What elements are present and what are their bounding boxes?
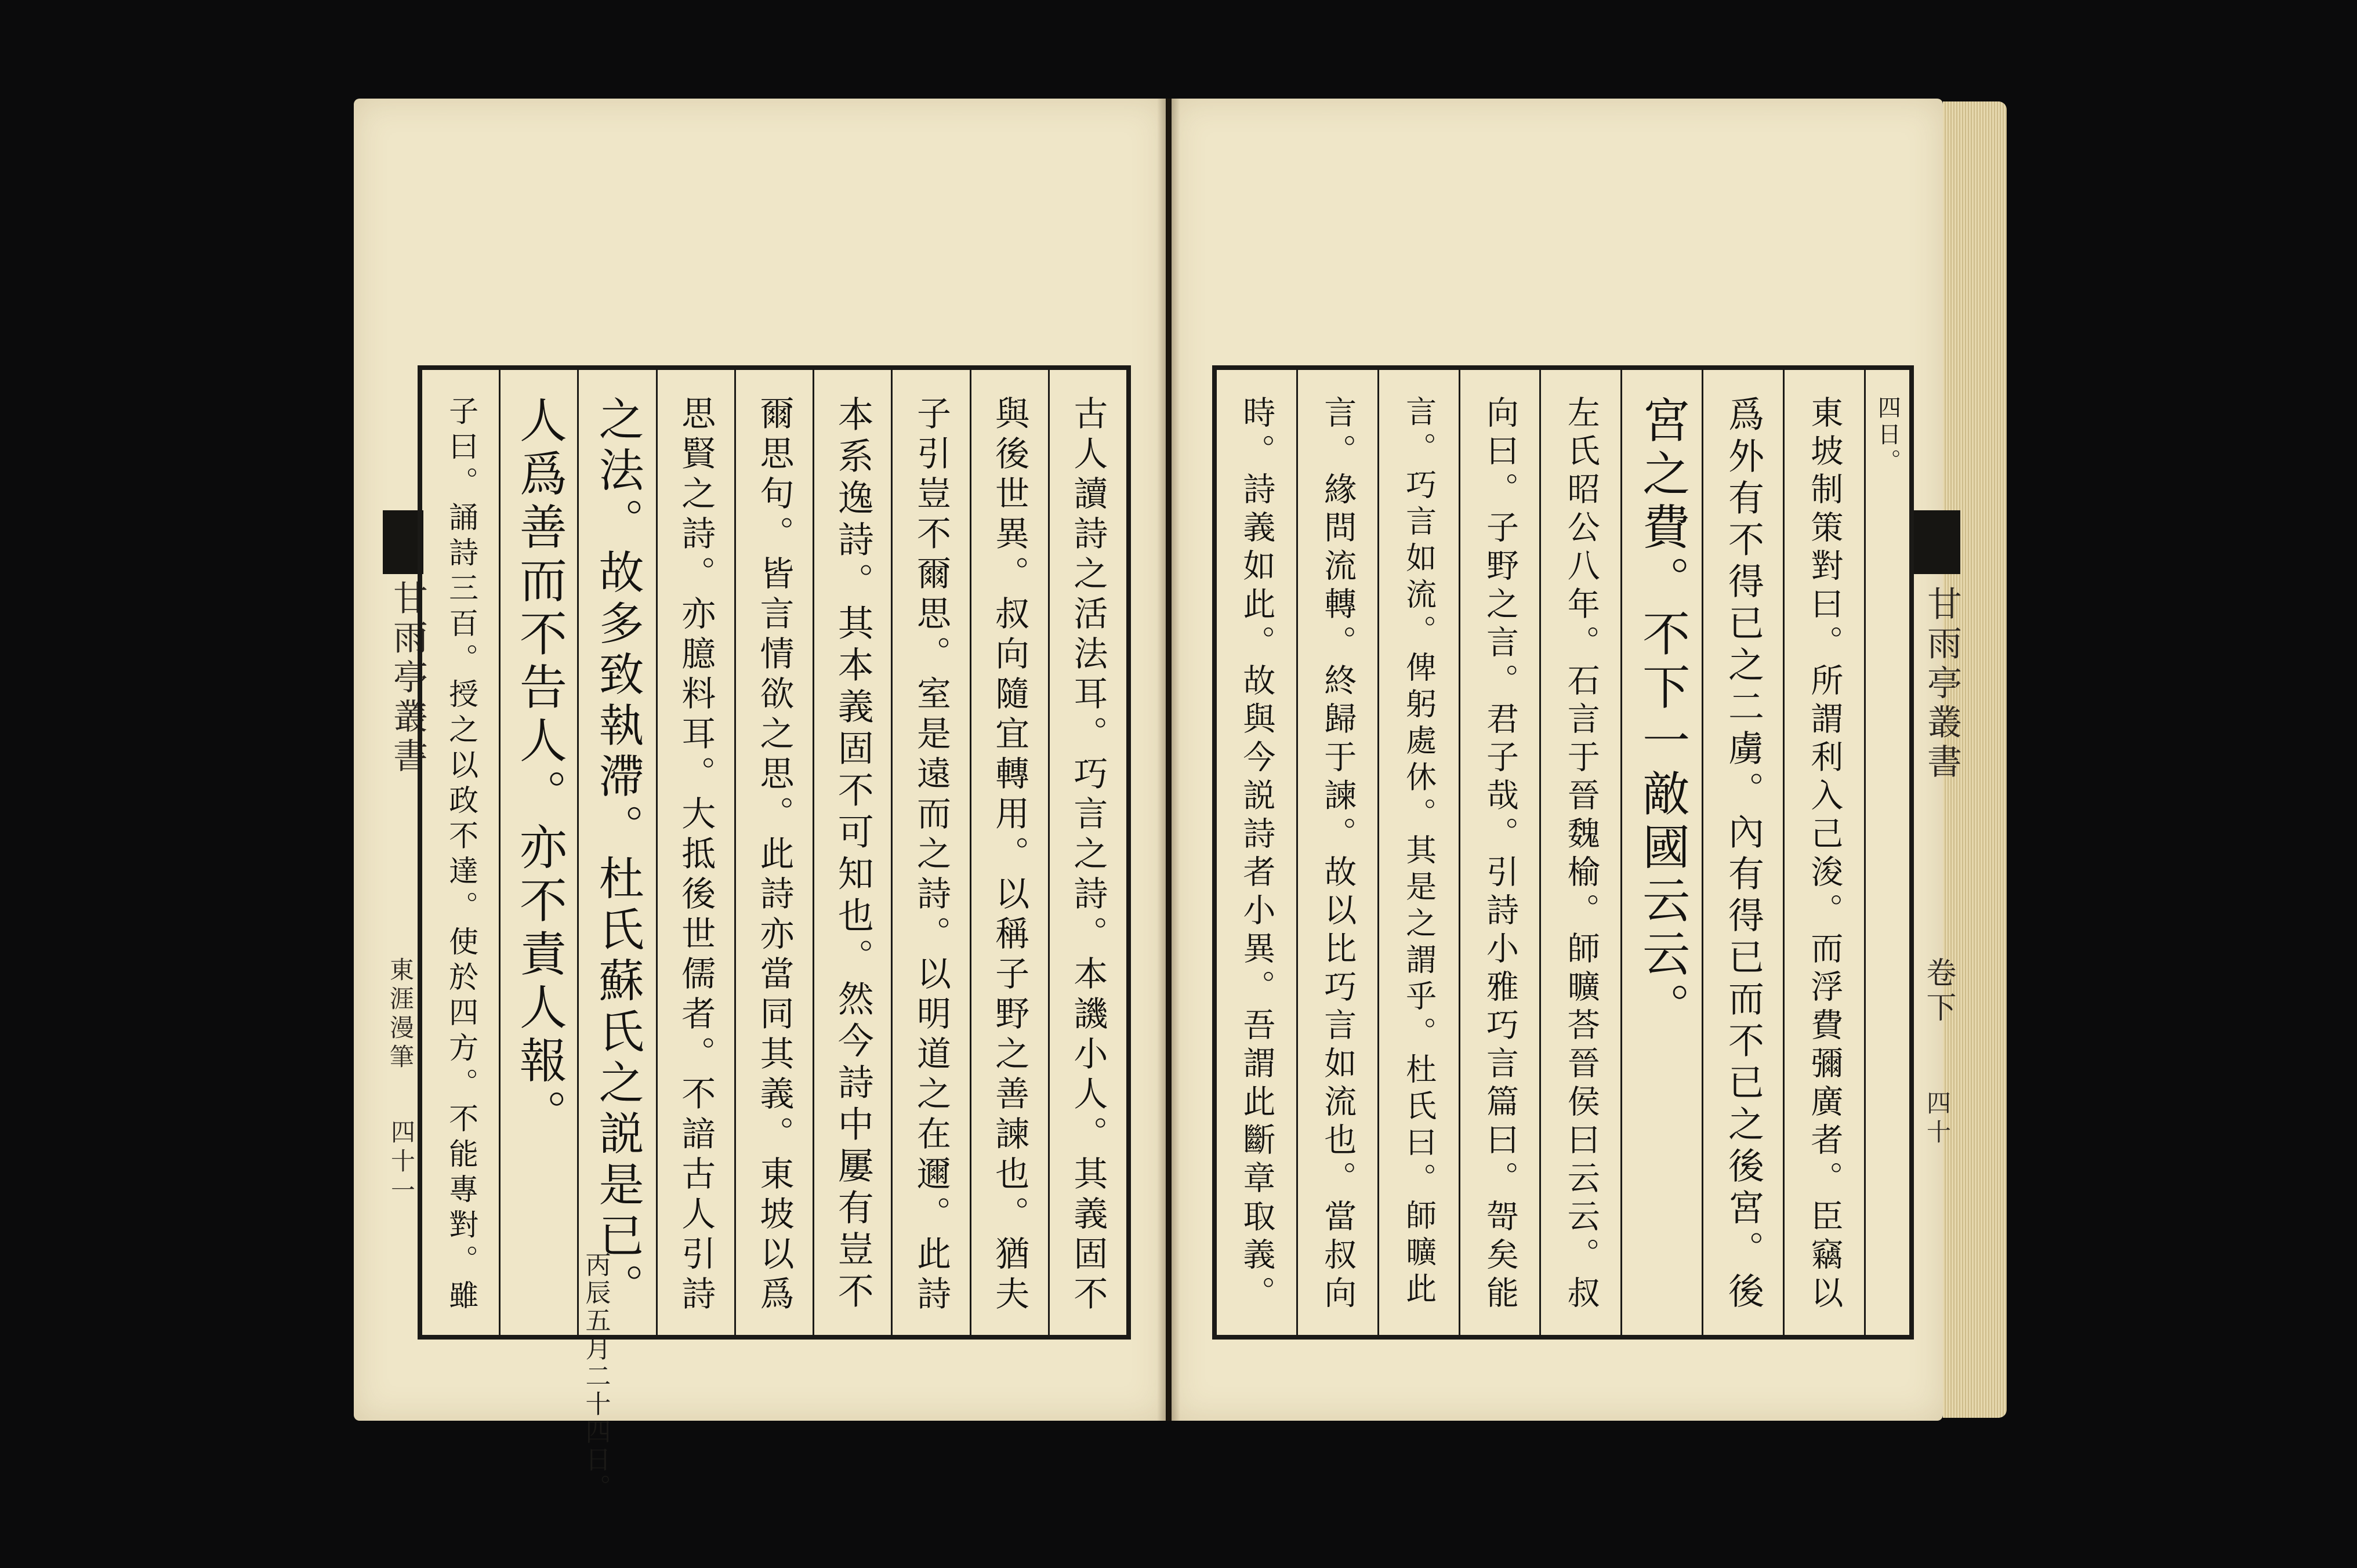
text-column [1620, 370, 1702, 1335]
text-column [1217, 370, 1296, 1335]
text-column [1048, 370, 1126, 1335]
text-column [813, 370, 891, 1335]
column-text: 人爲善而不告人。亦不責人報。 [512, 395, 567, 1142]
text-column [499, 370, 577, 1335]
right-fish-tail-mark [1914, 510, 1960, 574]
column-text: 爾思句。皆言情欲之思。此詩亦當同其義。東坡以爲 [754, 395, 795, 1316]
column-text: 思賢之詩。亦臆料耳。大抵後世儒者。不諳古人引詩 [676, 395, 716, 1316]
column-text: 言。巧言如流。俾躬處休。其是之謂乎。杜氏曰。師曠此 [1401, 395, 1437, 1309]
column-text: 爲外有不得已之二虜。內有得已而不已之後宮。後 [1722, 395, 1765, 1314]
text-column [970, 370, 1048, 1335]
left-folio-number: 四十一 [387, 1119, 416, 1206]
right-hanshin-title: 甘雨亭叢書 [1921, 586, 1962, 783]
column-text: 古人讀詩之活法耳。巧言之詩。本譏小人。其義固不 [1068, 395, 1108, 1316]
heading-column [1864, 370, 1909, 1335]
text-column [656, 370, 734, 1335]
text-column [1377, 370, 1459, 1335]
column-text: 之法。故多致執滯。杜氏蘇氏之説是已。 [591, 395, 644, 1314]
section-heading: 四日。 [1874, 395, 1901, 476]
right-volume-label: 卷下 [1921, 957, 1956, 1026]
book-gutter [1157, 99, 1180, 1421]
left-hanshin-subtitle: 東涯漫筆 [386, 957, 415, 1073]
text-column [1296, 370, 1377, 1335]
text-column [1459, 370, 1540, 1335]
text-column [734, 370, 813, 1335]
text-column [891, 370, 969, 1335]
left-hanshin-title: 甘雨亭叢書 [387, 580, 428, 777]
text-column [1702, 370, 1783, 1335]
date-note: 丙辰五月二十四日。 [581, 1251, 611, 1502]
column-text: 與後世異。叔向隨宜轉用。以稱子野之善諫也。猶夫 [989, 395, 1030, 1316]
column-text: 東坡制策對曰。所謂利入己浚。而浮費彌廣者。臣竊以 [1805, 395, 1844, 1314]
right-folio-number: 四十 [1923, 1090, 1952, 1148]
column-text: 左氏昭公八年。石言于晉魏榆。師曠荅晉侯曰云云。叔 [1562, 395, 1600, 1314]
right-text-frame [1212, 365, 1914, 1340]
column-text: 時。詩義如此。故與今説詩者小異。吾謂此斷章取義。 [1238, 395, 1276, 1314]
text-column [577, 370, 655, 1502]
text-column [422, 370, 499, 1335]
column-text: 向曰。子野之言。君子哉。引詩小雅巧言篇曰。哿矣能 [1481, 395, 1519, 1314]
text-column [1783, 370, 1864, 1335]
text-column [1539, 370, 1620, 1335]
column-text: 本系逸詩。其本義固不可知也。然今詩中屢有豈不 [832, 395, 875, 1314]
column-text: 宮之費。不下一敵國云云。 [1634, 395, 1690, 1036]
left-columns [422, 370, 1126, 1502]
column-text: 子引豈不爾思。室是遠而之詩。以明道之在邇。此詩 [911, 395, 951, 1316]
left-text-frame [418, 365, 1131, 1502]
column-text: 子曰。誦詩三百。授之以政不達。使於四方。不能專對。雖 [443, 395, 478, 1315]
column-text: 言。緣問流轉。終歸于諫。故以比巧言如流也。當叔向 [1319, 395, 1357, 1314]
right-columns [1217, 370, 1909, 1335]
